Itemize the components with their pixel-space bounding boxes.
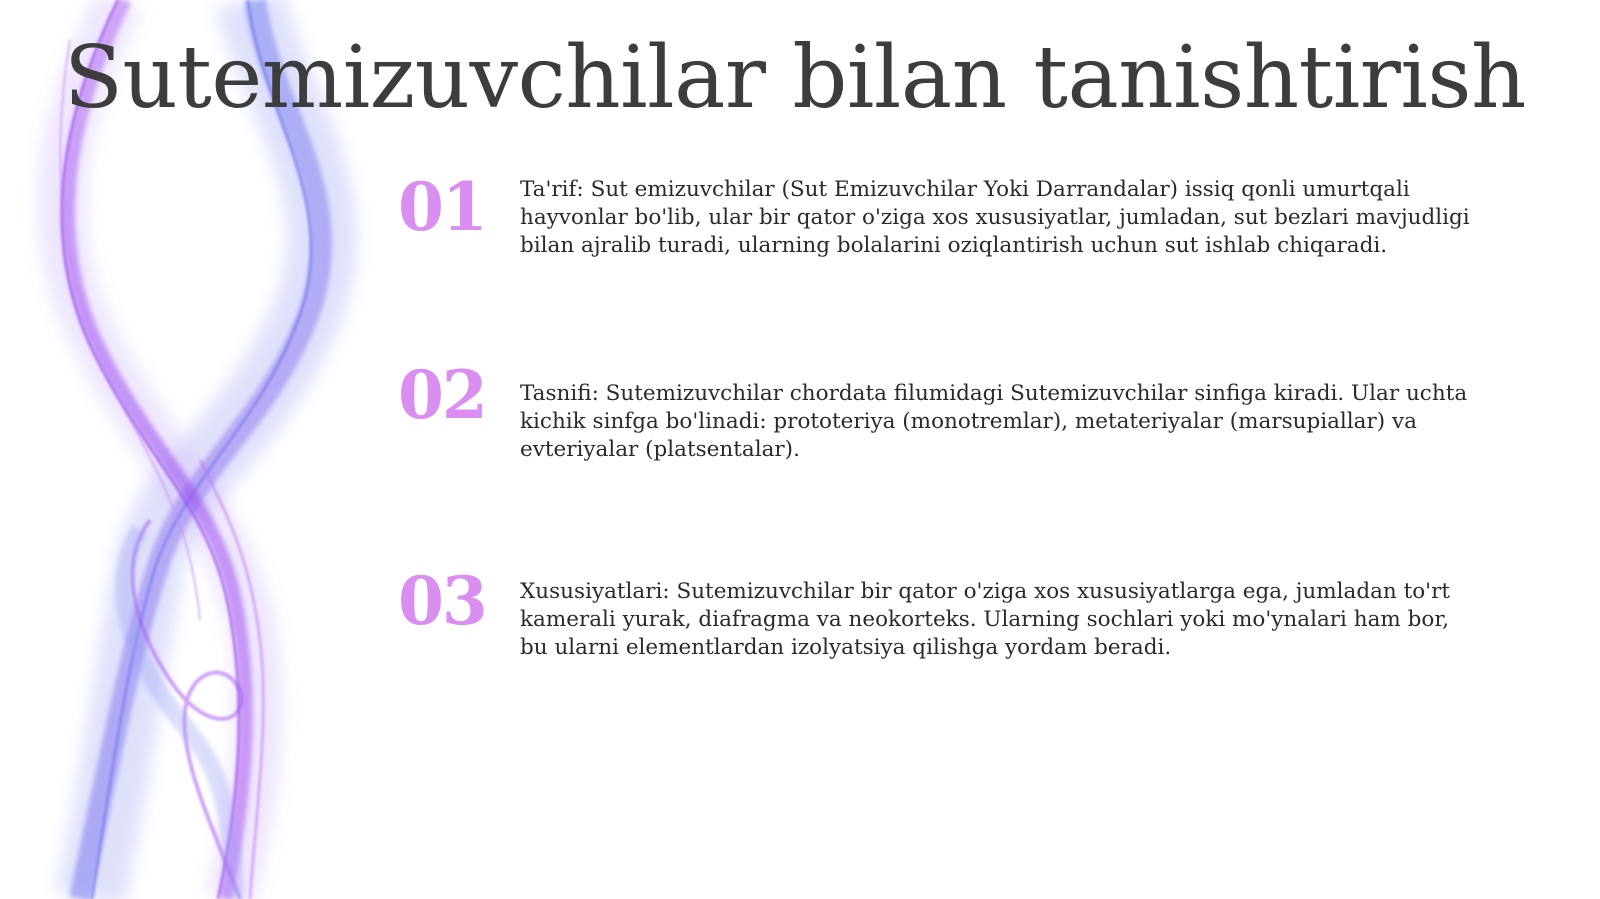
item-text: Ta'rif: Sut emizuvchilar (Sut Emizuvchilar Yoki Darrandalar) issiq qonli umurtqali hayvonlar bo'lib, ular bir qator o'ziga xos xususiyatlar, jumladan, sut bezlari mavjudligi bilan ajralib turadi, ularning bolalarini oziqlantirish uchun sut ishlab chiqaradi. (520, 177, 1470, 258)
slide-title: Sutemizuvchilar bilan tanishtirish (64, 28, 1526, 128)
item-number: 01 (398, 168, 486, 246)
item-number: 03 (398, 562, 486, 640)
item-text: Tasnifi: Sutemizuvchilar chordata filumidagi Sutemizuvchilar sinfiga kiradi. Ular uchta kichik sinfga bo'linadi: prototeriya (monotremlar), metateriyalar (marsupiallar) va evteriyalar (platsentalar). (520, 381, 1468, 462)
item-number: 02 (398, 356, 486, 434)
item-text: Xususiyatlari: Sutemizuvchilar bir qator o'ziga xos xususiyatlarga ega, jumladan to'rt kamerali yurak, diafragma va neokorteks. Ularning sochlari yoki mo'ynalari ham bor, bu ularni elementlardan izolyatsiya qilishga yordam beradi. (520, 579, 1451, 660)
